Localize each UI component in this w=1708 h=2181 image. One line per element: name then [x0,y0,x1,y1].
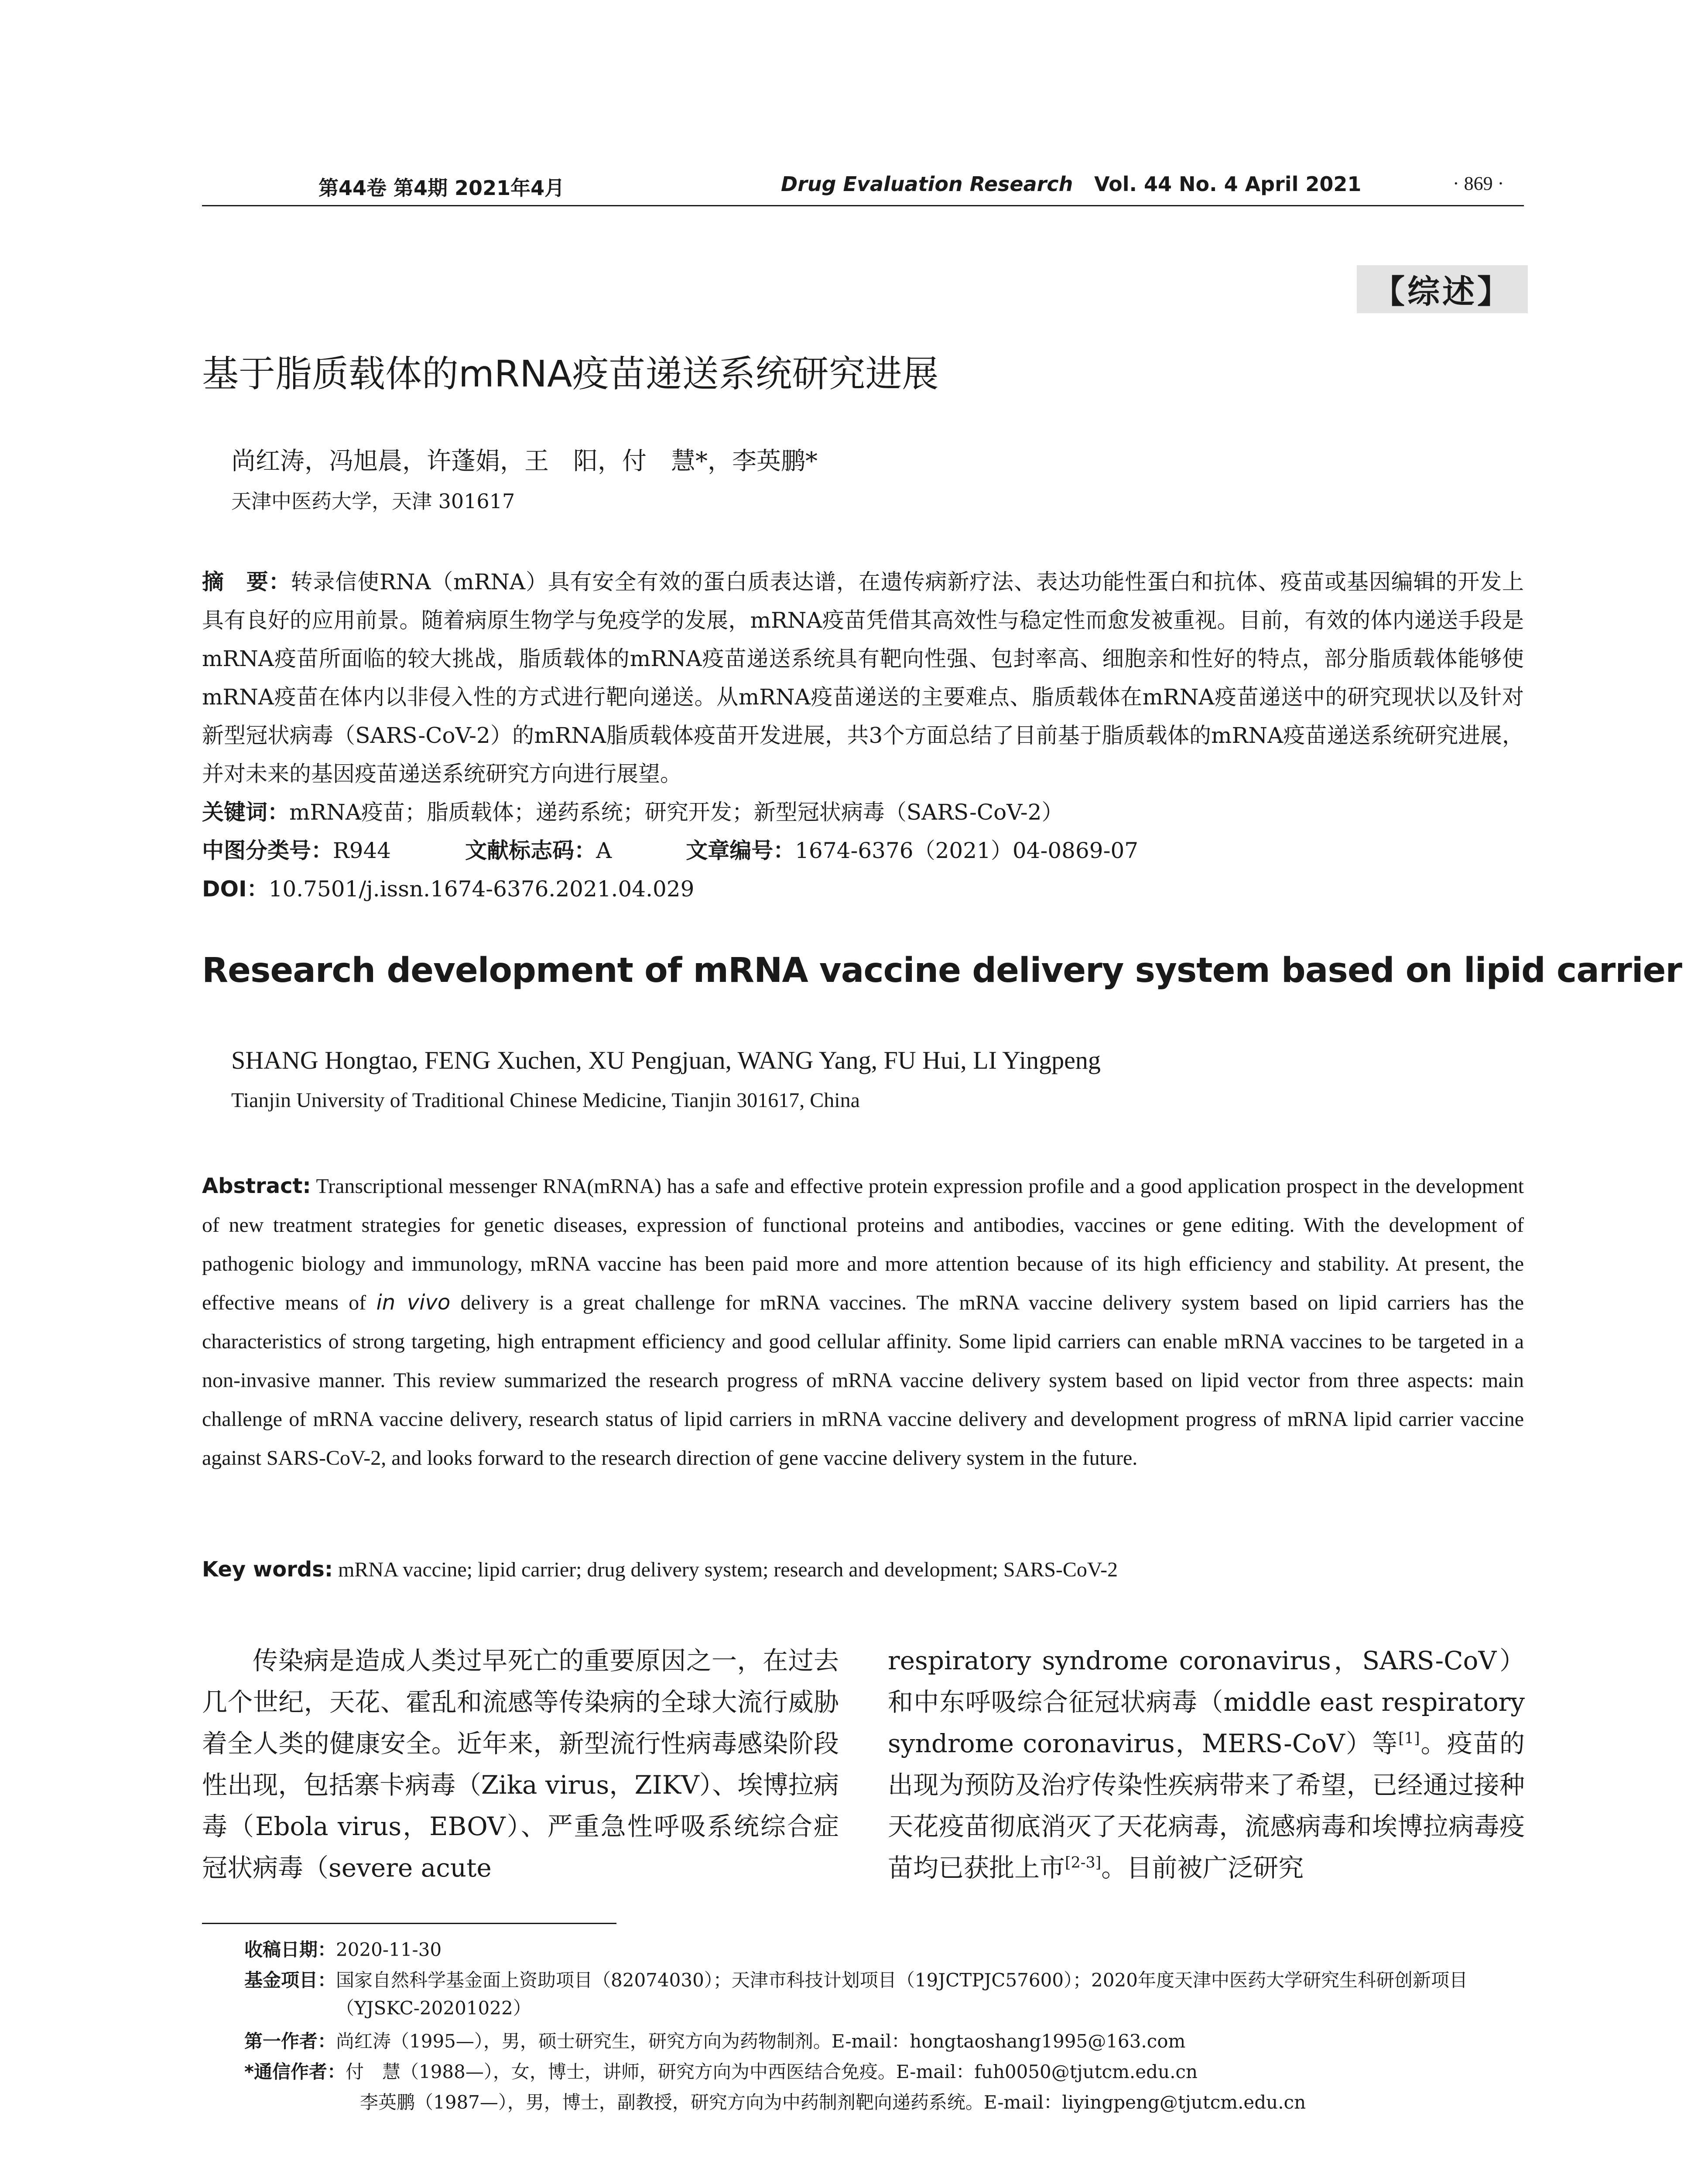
keywords-en [202,1557,1118,1582]
body-right-text-c: 。目前被广泛研究 [1101,1853,1304,1883]
fund-text: 国家自然科学基金面上资助项目（82074030）；天津市科技计划项目（19JCTPJC57600）；2020年度天津中医药大学研究生科研创新项目（YJSKC-20201022） [336,1969,1468,2019]
header-page-number: · 869 · [1453,173,1504,194]
abstract-en-label: Abstract: [202,1174,311,1198]
header-volume-cn: 第44卷 第4期 2021年4月 [318,176,565,200]
body-column-left: 传染病是造成人类过早死亡的重要原因之一，在过去几个世纪，天花、霍乱和流感等传染病的全球大流行威胁着全人类的健康安全。近年来，新型流行性病毒感染阶段性出现，包括寨卡病毒（Zika virus，ZIKV）、埃博拉病毒（Ebola virus，EBOV）、严重急性呼吸系统综合症冠状病毒（severe acute [202,1646,839,1883]
title-en: Research development of mRNA vaccine delivery system based on lipid carrier [202,951,1682,990]
footnote-received: 收稿日期：2020-11-30 [244,1939,442,1960]
doi-value: 10.7501/j.issn.1674-6376.2021.04.029 [268,876,695,902]
footnote-corresponding-1: *通信作者：付 慧（1988—），女，博士，讲师，研究方向为中西医结合免疫。E-mail：fuh0050@tjutcm.edu.cn [244,2061,1198,2082]
clc-label: 中图分类号： [202,838,333,863]
footnote-rule [202,1923,616,1924]
affiliation-cn: 天津中医药大学，天津 301617 [231,489,515,513]
clc-value: R944 [333,838,391,863]
body-column-right [888,1640,1525,1889]
abstract-en-text-2: delivery is a great challenge for mRNA vaccines. The mRNA vaccine delivery system based on lipid carriers has the characteristics of strong targeting, high entrapment efficiency and good cellular affinity. Some lipid carriers can enable mRNA vaccines to be targeted in a non-invasive manner. This review summarized the research progress of mRNA vaccine delivery system based on lipid vector from three aspects: main challenge of mRNA vaccine delivery, research status of lipid carriers in mRNA vaccine delivery and development progress of mRNA lipid carrier vaccine against SARS-CoV-2, and looks forward to the research direction of gene vaccine delivery system in the future. [202,1291,1524,1470]
doc-code-label: 文献标志码： [465,838,596,863]
affiliation-en: Tianjin University of Traditional Chinese Medicine, Tianjin 301617, China [231,1089,860,1112]
keywords-en-label: Key words: [202,1557,333,1582]
citation-1: [1] [1398,1730,1420,1747]
doi-label: DOI： [202,876,269,902]
header-volume-en: Vol. 44 No. 4 April 2021 [1094,172,1362,196]
header-journal-name: Drug Evaluation Research [781,172,1073,196]
keywords-cn-text: mRNA疫苗；脂质载体；递药系统；研究开发；新型冠状病毒（SARS-CoV-2） [289,800,1064,825]
citation-2-3: [2-3] [1065,1854,1102,1872]
keywords-cn-label: 关键词： [202,800,289,825]
body-right-text-b: 。疫苗的出现为预防及治疗传染性疾病带来了希望，已经通过接种天花疫苗彻底消灭了天花病毒，流感病毒和埃博拉病毒疫苗均已获批上市 [888,1729,1525,1883]
keywords-en-text: mRNA vaccine; lipid carrier; drug delivery system; research and development; SARS-CoV-2 [333,1558,1118,1581]
doc-code-value: A [596,838,612,863]
category-tag: 【综述】 [1357,265,1528,313]
footnote-fund [244,1966,1525,2022]
fund-label: 基金项目： [244,1969,336,1991]
abstract-cn [202,563,1524,908]
abstract-en-text-1: Transcriptional messenger RNA(mRNA) has a safe and effective protein expression profile and a good application prospect in the development of new treatment strategies for genetic diseases, expression of functional proteins and antibodies, vaccines or gene editing. With the development of pathogenic biology and immunology, mRNA vaccine has been paid more and more attention because of its high efficiency and stability. At present, the effective means of [202,1175,1524,1314]
authors-cn: 尚红涛，冯旭晨，许蓬娟，王 阳，付 慧*，李英鹏* [231,447,818,475]
body-right-text-a: respiratory syndrome coronavirus，SARS-CoV）和中东呼吸综合征冠状病毒（middle east respiratory syndrome coronavirus，MERS-CoV）等 [888,1646,1525,1758]
classification-line [202,838,1138,863]
abstract-en [202,1167,1524,1477]
footnote-first-author: 第一作者：尚红涛（1995—），男，硕士研究生，研究方向为药物制剂。E-mail：hongtaoshang1995@163.com [244,2031,1186,2052]
article-number-value: 1674-6376（2021）04-0869-07 [795,838,1139,863]
footnote-corresponding-2: 李英鹏（1987—），男，博士，副教授，研究方向为中药制剂靶向递药系统。E-mail：liyingpeng@tjutcm.edu.cn [360,2092,1306,2113]
abstract-en-italic: in vivo [376,1290,451,1315]
header-rule [202,205,1524,206]
title-cn: 基于脂质载体的mRNA疫苗递送系统研究进展 [202,352,939,395]
abstract-cn-label: 摘 要： [202,569,291,595]
article-number-label: 文章编号： [686,838,795,863]
abstract-cn-text: 转录信使RNA（mRNA）具有安全有效的蛋白质表达谱，在遗传病新疗法、表达功能性蛋白和抗体、疫苗或基因编辑的开发上具有良好的应用前景。随着病原生物学与免疫学的发展，mRNA疫苗凭借其高效性与稳定性而愈发被重视。目前，有效的体内递送手段是mRNA疫苗所面临的较大挑战，脂质载体的mRNA疫苗递送系统具有靶向性强、包封率高、细胞亲和性好的特点，部分脂质载体能够使mRNA疫苗在体内以非侵入性的方式进行靶向递送。从mRNA疫苗递送的主要难点、脂质载体在mRNA疫苗递送中的研究现状以及针对新型冠状病毒（SARS-CoV-2）的mRNA脂质载体疫苗开发进展，共3个方面总结了目前基于脂质载体的mRNA疫苗递送系统研究进展，并对未来的基因疫苗递送系统研究方向进行展望。 [202,569,1524,786]
authors-en: SHANG Hongtao, FENG Xuchen, XU Pengjuan, WANG Yang, FU Hui, LI Yingpeng [231,1046,1101,1074]
